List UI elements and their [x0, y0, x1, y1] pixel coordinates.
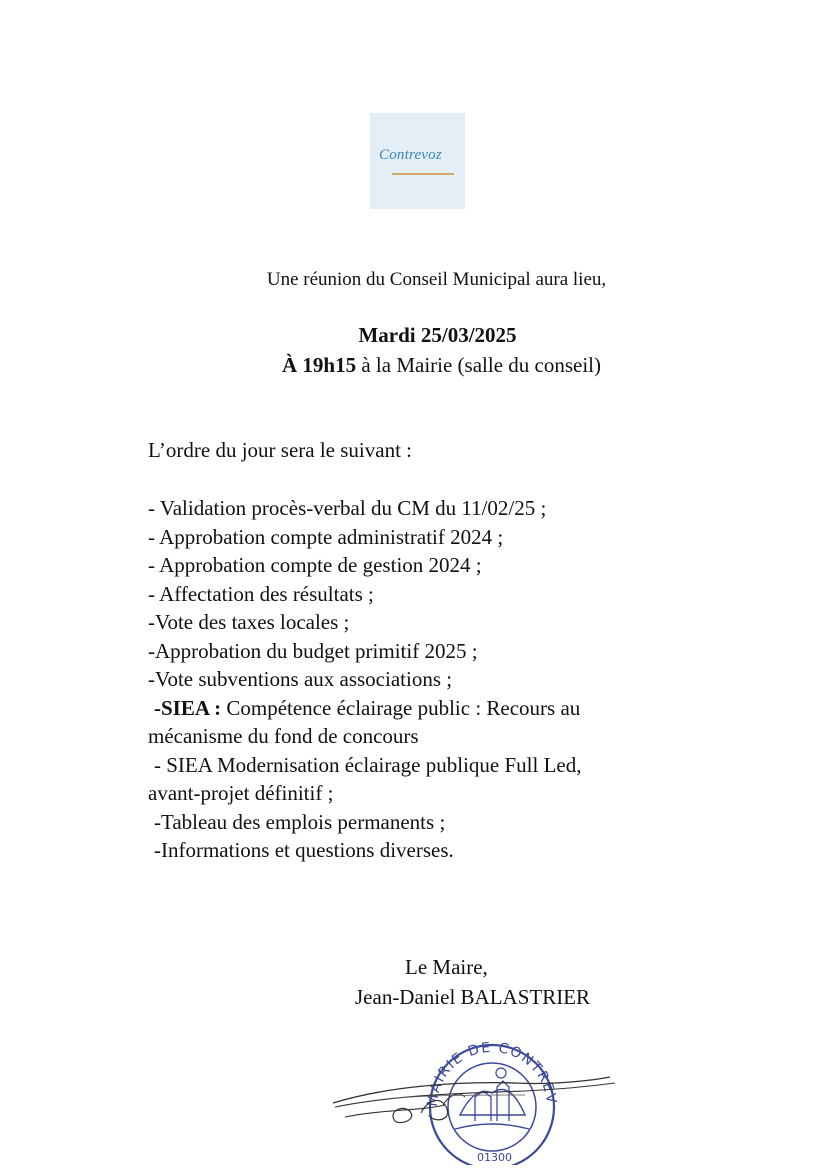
seal-postcode: 01300 — [477, 1151, 512, 1164]
siea-full-led-continuation: avant-projet définitif ; — [148, 781, 334, 805]
agenda-list — [148, 494, 708, 865]
official-seal-icon — [325, 1025, 625, 1165]
agenda-item: -Vote subventions aux associations ; — [148, 667, 453, 691]
agenda-item: - Approbation compte de gestion 2024 ; — [148, 553, 482, 577]
agenda-item-siea-full-led — [148, 751, 708, 808]
signatory-name: Jean-Daniel BALASTRIER — [355, 985, 591, 1009]
agenda-item: - Validation procès-verbal du CM du 11/02/25 ; — [148, 496, 547, 520]
agenda-heading: L’ordre du jour sera le suivant : — [148, 438, 412, 462]
meeting-time: À 19h15 — [281, 353, 357, 377]
meeting-location: à la Mairie (salle du conseil) — [356, 353, 601, 377]
logo-underline — [392, 173, 454, 175]
agenda-item: - Approbation compte administratif 2024 ; — [148, 524, 504, 549]
agenda-item: -Vote des taxes locales ; — [148, 610, 350, 634]
siea-concours-text: Compétence éclairage public : Recours au — [221, 695, 581, 720]
agenda-item: -Approbation du budget primitif 2025 ; — [148, 638, 478, 663]
seal-ring-text: MAIRIE DE CONTREV — [424, 1039, 560, 1108]
agenda-item: -Tableau des emplois permanents ; — [154, 809, 446, 834]
siea-label: -SIEA : — [154, 695, 222, 720]
signatory-title: Le Maire, — [405, 955, 488, 979]
agenda-item-siea-concours — [148, 694, 708, 751]
contrevoz-logo — [370, 113, 465, 209]
signature-and-seal — [325, 1025, 625, 1165]
siea-concours-continuation: mécanisme du fond de concours — [148, 724, 419, 748]
agenda-item: - Affectation des résultats ; — [148, 581, 374, 606]
meeting-date: Mardi 25/03/2025 — [358, 323, 517, 347]
logo-text: Contrevoz — [379, 147, 442, 163]
meeting-time-location — [0, 353, 827, 378]
agenda-item: -Informations et questions diverses. — [154, 838, 454, 862]
siea-full-led-text: - SIEA Modernisation éclairage publique Full Led, — [154, 752, 582, 777]
meeting-announcement: Une réunion du Conseil Municipal aura lieu, — [266, 269, 607, 290]
